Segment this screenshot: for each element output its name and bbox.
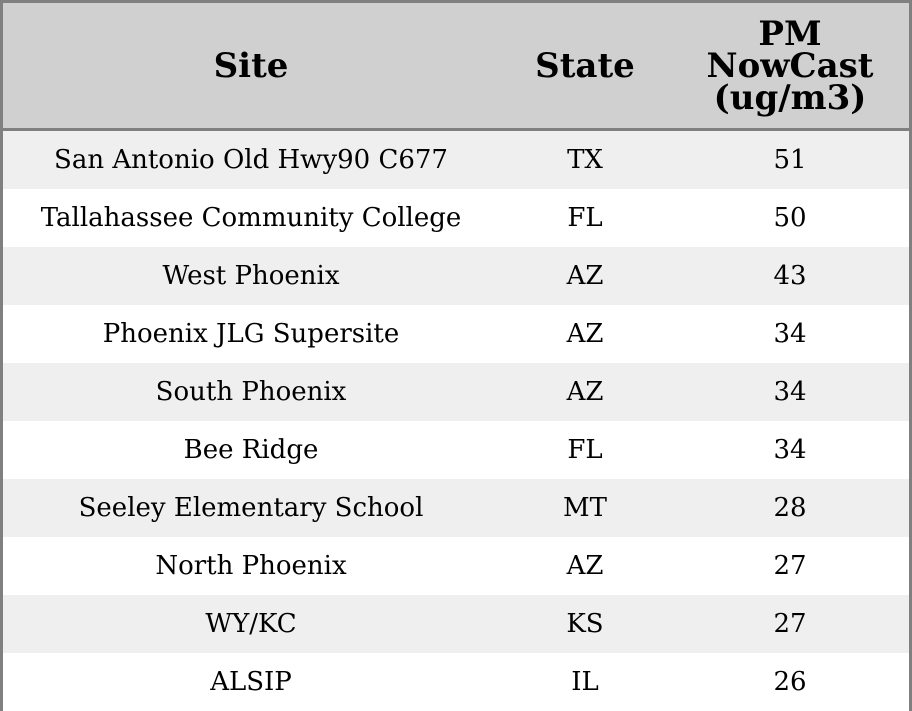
header-pm-line-3: (ug/m3)	[713, 77, 867, 118]
table-row	[3, 479, 909, 537]
cell-site: South Phoenix	[3, 363, 499, 421]
cell-state: FL	[499, 421, 671, 479]
header-state	[499, 3, 671, 130]
header-row	[3, 3, 909, 130]
table-body	[3, 130, 909, 711]
cell-site: WY/KC	[3, 595, 499, 653]
cell-pm-nowcast: 43	[671, 247, 909, 305]
cell-pm-nowcast: 50	[671, 189, 909, 247]
cell-state: IL	[499, 653, 671, 711]
header-state-label: State	[535, 45, 635, 86]
cell-site: North Phoenix	[3, 537, 499, 595]
cell-pm-nowcast: 27	[671, 595, 909, 653]
cell-state: FL	[499, 189, 671, 247]
cell-site: Tallahassee Community College	[3, 189, 499, 247]
table-row	[3, 421, 909, 479]
cell-state: AZ	[499, 363, 671, 421]
cell-pm-nowcast: 34	[671, 363, 909, 421]
header-pm-line-2: NowCast	[706, 45, 874, 86]
cell-pm-nowcast: 34	[671, 305, 909, 363]
cell-pm-nowcast: 26	[671, 653, 909, 711]
cell-pm-nowcast: 27	[671, 537, 909, 595]
table-row	[3, 595, 909, 653]
header-pm-line-1: PM	[758, 13, 822, 54]
table-row	[3, 363, 909, 421]
header-site	[3, 3, 499, 130]
table-row	[3, 537, 909, 595]
cell-state: KS	[499, 595, 671, 653]
cell-pm-nowcast: 34	[671, 421, 909, 479]
cell-site: Bee Ridge	[3, 421, 499, 479]
table-header	[3, 3, 909, 130]
cell-site: West Phoenix	[3, 247, 499, 305]
cell-state: AZ	[499, 305, 671, 363]
cell-site: San Antonio Old Hwy90 C677	[3, 130, 499, 190]
cell-state: AZ	[499, 537, 671, 595]
cell-site: Phoenix JLG Supersite	[3, 305, 499, 363]
cell-state: TX	[499, 130, 671, 190]
table-row	[3, 653, 909, 711]
cell-pm-nowcast: 28	[671, 479, 909, 537]
header-pm-nowcast	[671, 3, 909, 130]
table-row	[3, 247, 909, 305]
cell-state: MT	[499, 479, 671, 537]
cell-pm-nowcast: 51	[671, 130, 909, 190]
header-site-label: Site	[213, 45, 289, 86]
cell-site: ALSIP	[3, 653, 499, 711]
cell-state: AZ	[499, 247, 671, 305]
cell-site: Seeley Elementary School	[3, 479, 499, 537]
table-row	[3, 305, 909, 363]
table-row	[3, 130, 909, 190]
pm-nowcast-table	[3, 3, 909, 711]
table-row	[3, 189, 909, 247]
